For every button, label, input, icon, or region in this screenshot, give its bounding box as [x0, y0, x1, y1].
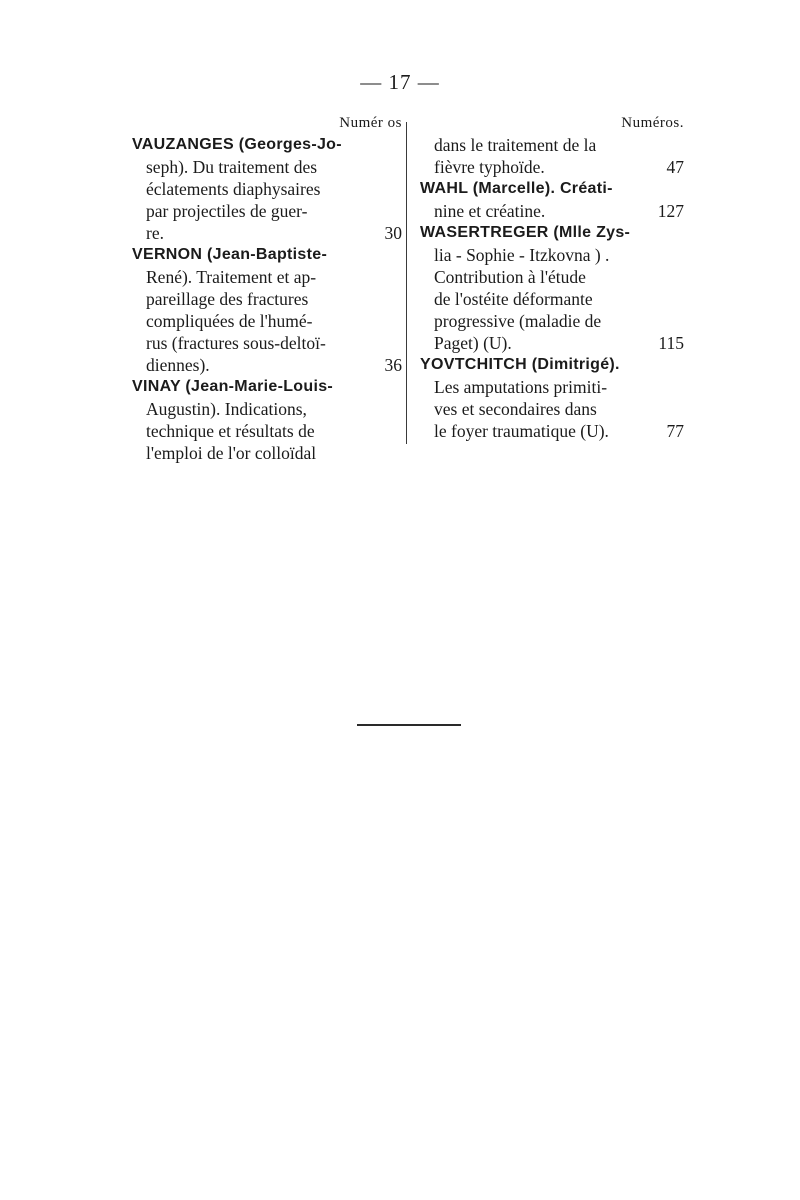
section-rule	[357, 724, 461, 726]
author-name: YOVTCHITCH (Dimitrigé).	[420, 356, 620, 373]
entry-text: de l'ostéite déformante	[434, 289, 593, 309]
entry-text: rus (fractures sous-deltoï-	[146, 333, 326, 353]
author-name: WAHL (Marcelle). Créati-	[420, 180, 613, 197]
column-divider	[406, 122, 407, 444]
entry-text: par projectiles de guer-	[146, 201, 308, 221]
entry-text: Les amputations primiti-	[434, 377, 608, 397]
entry-text: re.	[146, 223, 164, 243]
entry-text: éclatements diaphysaires	[146, 179, 321, 199]
entry-text: diennes).	[146, 355, 210, 375]
entry-text: compliquées de l'humé-	[146, 311, 313, 331]
entry-wasertreger	[420, 222, 684, 354]
entry-text: Paget) (U).	[434, 333, 512, 353]
entry-vernon	[132, 244, 402, 376]
entry-text: fièvre typhoïde.	[434, 157, 545, 177]
entry-text: le foyer traumatique (U).	[434, 421, 609, 441]
entry-text: technique et résultats de	[146, 421, 315, 441]
entry-wahl	[420, 178, 684, 222]
entry-text: lia - Sophie - Itzkovna ) .	[434, 245, 610, 265]
author-name: VINAY (Jean-Marie-Louis-	[132, 378, 334, 395]
entry-text: nine et créatine.	[434, 201, 546, 221]
entry-text: progressive (maladie de	[434, 311, 602, 331]
page-number: — 17 —	[360, 70, 440, 94]
entry-yovtchitch	[420, 354, 684, 442]
column-header: Numér os	[339, 115, 402, 131]
entry-number: 36	[384, 355, 402, 375]
entry-text: pareillage des fractures	[146, 289, 309, 309]
entry-number: 30	[384, 223, 402, 243]
right-column	[420, 112, 684, 442]
author-name: WASERTREGER (Mlle Zys-	[420, 224, 631, 241]
column-header: Numéros.	[621, 115, 684, 131]
entry-vinay-continued	[420, 134, 684, 178]
entry-text: dans le traitement de la	[434, 135, 597, 155]
author-name: VAUZANGES (Georges-Jo-	[132, 136, 342, 153]
entry-number: 47	[666, 157, 684, 177]
entry-number: 127	[657, 201, 684, 221]
entry-text: seph). Du traitement des	[146, 157, 318, 177]
entry-text: Augustin). Indications,	[146, 399, 307, 419]
entry-text: René). Traitement et ap-	[146, 267, 317, 287]
entry-vinay	[132, 376, 402, 464]
entry-number: 115	[658, 333, 684, 353]
entry-text: ves et secondaires dans	[434, 399, 597, 419]
entry-text: Contribution à l'étude	[434, 267, 586, 287]
author-name: VERNON (Jean-Baptiste-	[132, 246, 328, 263]
left-column	[132, 112, 402, 464]
entry-text: l'emploi de l'or colloïdal	[146, 443, 317, 463]
entry-vauzanges	[132, 134, 402, 244]
entry-number: 77	[666, 421, 684, 441]
